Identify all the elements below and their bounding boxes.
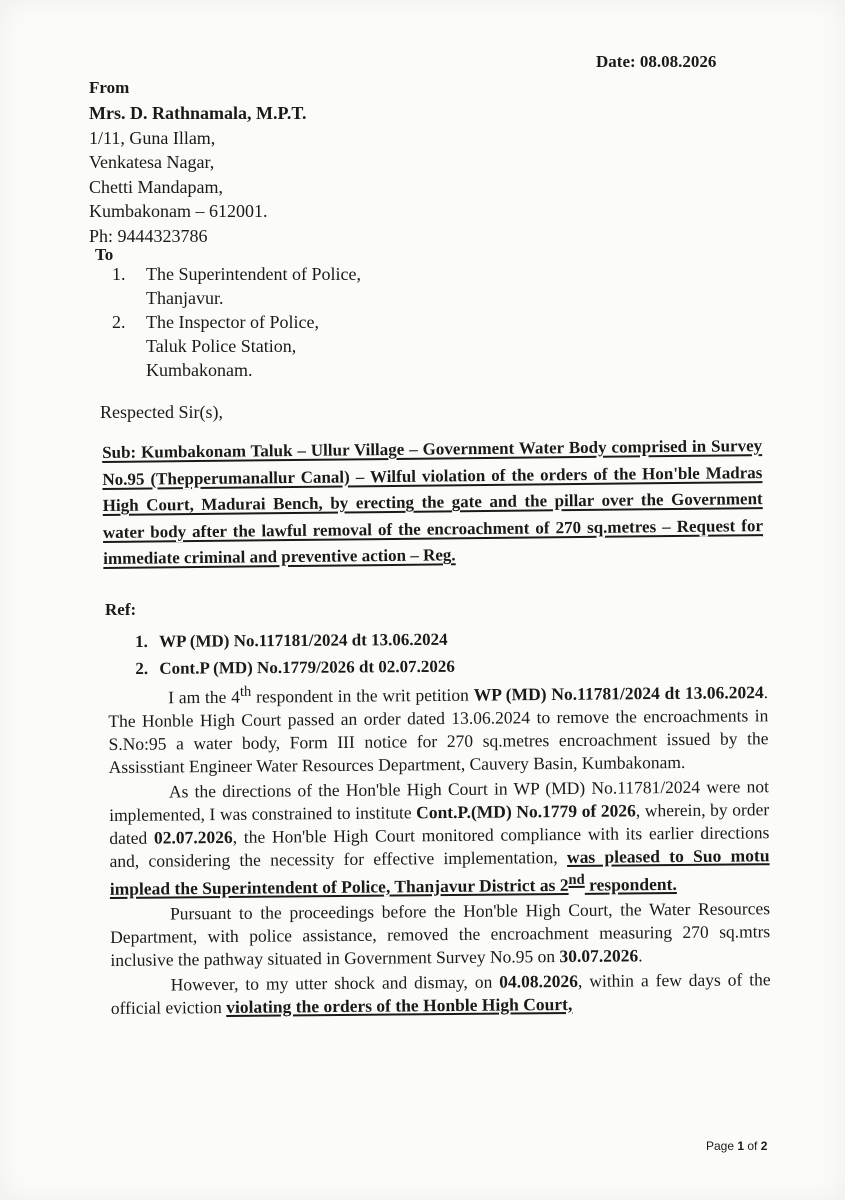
bold-run: Cont.P.(MD) No.1779 of 2026 [416,800,636,823]
page-prefix: Page [706,1139,738,1153]
ref-label: Ref: [105,600,137,619]
recipient-line: Thanjavur. [146,288,224,308]
superscript: th [239,683,252,700]
body-paragraph [111,968,771,1020]
text-run: As the directions of the Hon'ble High Court in WP (MD) No.11781/2024 were not implemented, I was constrained to institute [109,776,770,825]
recipient-line: Taluk Police Station, [146,336,297,356]
text-run: . The Honble High Court passed an order dated 13.06.2024 to remove the encroachments in S.No:95 a water body, Form III notice for 270 sq.metres encroachment issued by the Assisstiant Engineer Water Resources Department, Cauvery Basin, Kumbakonam. [108,682,769,777]
recipient-number: 1. [112,264,126,284]
recipient-line: Kumbakonam. [146,360,253,380]
underlined-run: respondent. [584,873,677,895]
recipient-list [112,262,361,382]
underlined-run: was pleased to Suo motu implead the Superintendent of Police, Thanjavur District as 2 [109,845,770,899]
reference-number: 1. [135,631,148,651]
recipient-item [112,262,361,310]
reference-number: 2. [135,658,149,678]
text-run: I am the 4 [168,686,241,708]
superscript: nd [568,871,585,888]
body-paragraph [109,775,770,901]
text-run: , the Hon'ble High Court monitored compliance with its earlier directions and, considering the necessity for effective implementation, [109,822,770,871]
sender-phone: Ph: 9444323786 [89,225,208,246]
text-run: , wherein, by order dated [109,799,770,848]
recipient-line: The Superintendent of Police, [146,264,361,284]
from-label: From [89,78,130,97]
bold-run: 30.07.2026 [559,945,639,966]
page-of: of [744,1139,761,1153]
reference-list [135,626,455,682]
salutation: Respected Sir(s), [100,402,223,422]
sender-name: Mrs. D. Rathnamala, M.P.T. [89,103,307,123]
underlined-run: violating the orders of the Honble High Court, [226,993,573,1017]
reference-item [135,626,455,655]
reference-item [135,653,455,682]
bold-run: WP (MD) No.11781/2024 dt 13.06.2024 [473,682,764,705]
page-number [706,1139,767,1153]
recipient-item [112,310,361,382]
text-run: Pursuant to the proceedings before the Hon'ble High Court, the Water Resources Department, with police assistance, removed the encroachment measuring 270 sq.mtrs inclusive the pathway situated in Government Survey No.95 on [110,897,771,970]
sender-block [89,101,307,248]
recipient-number: 2. [112,312,126,332]
to-label: To [95,245,114,264]
recipient-line: The Inspector of Police, [146,312,319,332]
text-run: respondent in the writ petition [251,684,474,707]
sender-address-line: Chetti Mandapam, [89,176,223,197]
text-run: , within a few days of the official eviction [110,968,771,1018]
sender-address-line: Venkatesa Nagar, [89,152,215,172]
letter-date: Date: 08.08.2026 [596,52,717,71]
body-paragraph [110,897,771,972]
body-paragraph [108,676,769,779]
subject-line: Sub: Kumbakonam Taluk – Ullur Village – Government Water Body comprised in Survey No.95 (Thepperumanallur Canal) – Wilful violation of the orders of the Hon'ble Madras High Court, Madurai Bench, by erecting the gate and the pillar over the Government water body after the lawful removal of the encroachment of 270 sq.metres – Request for immediate criminal and preventive action – Reg. [102,436,764,568]
letter-body [108,676,771,1021]
sender-address-line: 1/11, Guna Illam, [89,127,216,148]
text-run: However, to my utter shock and dismay, on [170,971,500,995]
page-total: 2 [760,1139,768,1153]
page-current: 1 [737,1139,745,1153]
bold-run: 04.08.2026 [499,970,579,992]
sender-address-line: Kumbakonam – 612001. [89,201,268,221]
text-run: . [638,945,643,966]
reference-text: Cont.P (MD) No.1779/2026 dt 02.07.2026 [159,656,455,678]
reference-text: WP (MD) No.117181/2024 dt 13.06.2024 [159,629,448,651]
bold-run: 02.07.2026 [153,826,233,848]
